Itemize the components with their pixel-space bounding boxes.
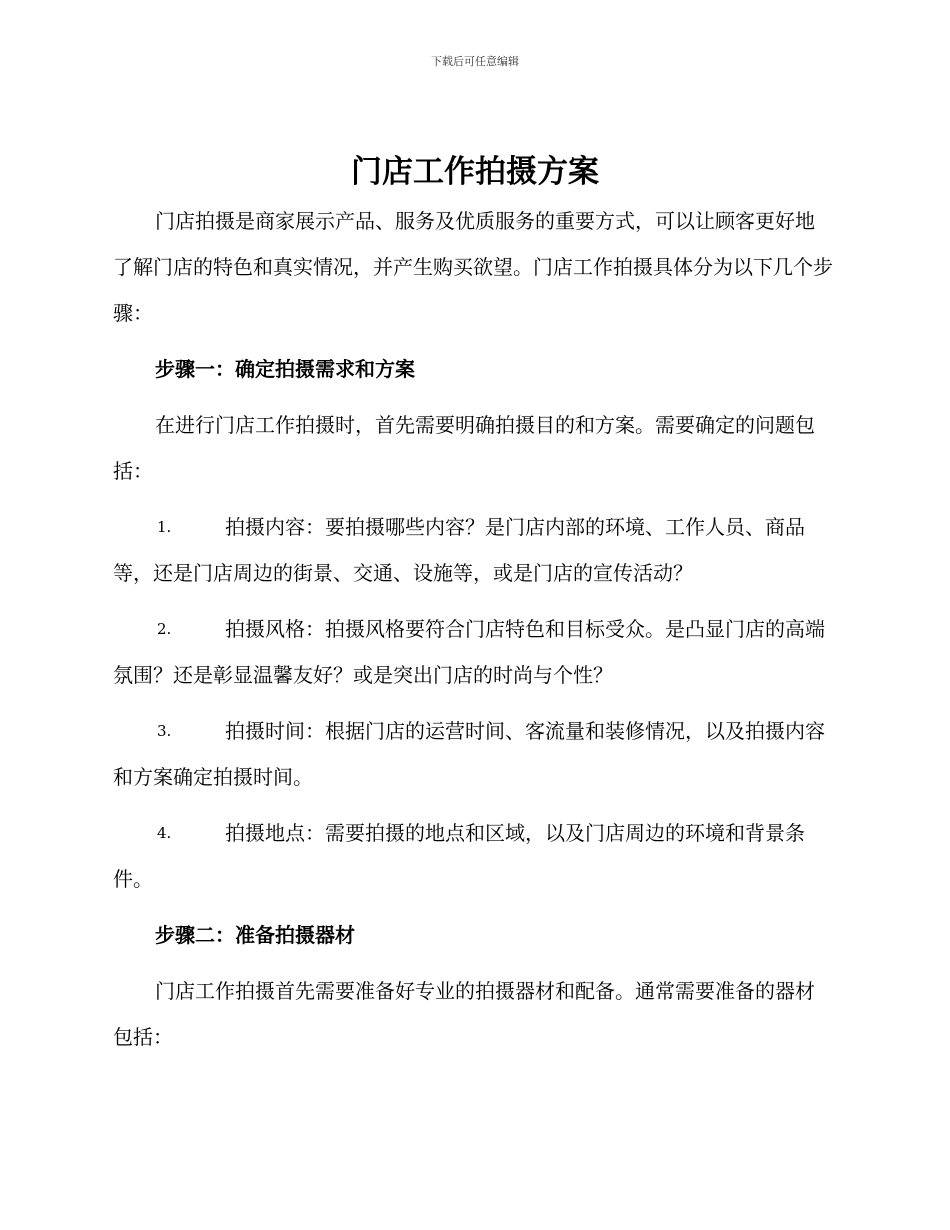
list-item [113,810,833,902]
list-item-text: 拍摄地点：需要拍摄的地点和区域，以及门店周边的环境和背景条件。 [113,821,805,891]
list-item-text: 拍摄时间：根据门店的运营时间、客流量和装修情况，以及拍摄内容和方案确定拍摄时间。 [113,719,825,789]
list-item-text: 拍摄风格：拍摄风格要符合门店特色和目标受众。是凸显门店的高端氛围？还是彰显温馨友好？或是突出门店的时尚与个性？ [113,617,825,687]
list-item-number: 2. [157,620,172,638]
step2-heading: 步骤二：准备拍摄器材 [155,923,355,947]
document-body [113,198,833,1060]
list-item-number: 4. [157,824,172,842]
page-header-note: 下载后可任意编辑 [431,55,519,68]
list-item [113,708,833,800]
document-title: 门店工作拍摄方案 [351,154,599,190]
list-item [113,606,833,698]
list-item-text: 拍摄内容：要拍摄哪些内容？是门店内部的环境、工作人员、商品等，还是门店周边的街景、交通、设施等，或是门店的宣传活动？ [113,515,805,585]
list-item-number: 1. [157,518,172,536]
intro-paragraph: 门店拍摄是商家展示产品、服务及优质服务的重要方式，可以让顾客更好地了解门店的特色和真实情况，并产生购买欲望。门店工作拍摄具体分为以下几个步骤： [113,209,833,325]
step1-heading: 步骤一：确定拍摄需求和方案 [155,357,415,381]
step2-intro-paragraph: 门店工作拍摄首先需要准备好专业的拍摄器材和配备。通常需要准备的器材包括： [113,979,815,1049]
list-item-number: 3. [157,722,172,740]
step1-intro-paragraph: 在进行门店工作拍摄时，首先需要明确拍摄目的和方案。需要确定的问题包括： [113,413,815,483]
list-item [113,504,833,596]
